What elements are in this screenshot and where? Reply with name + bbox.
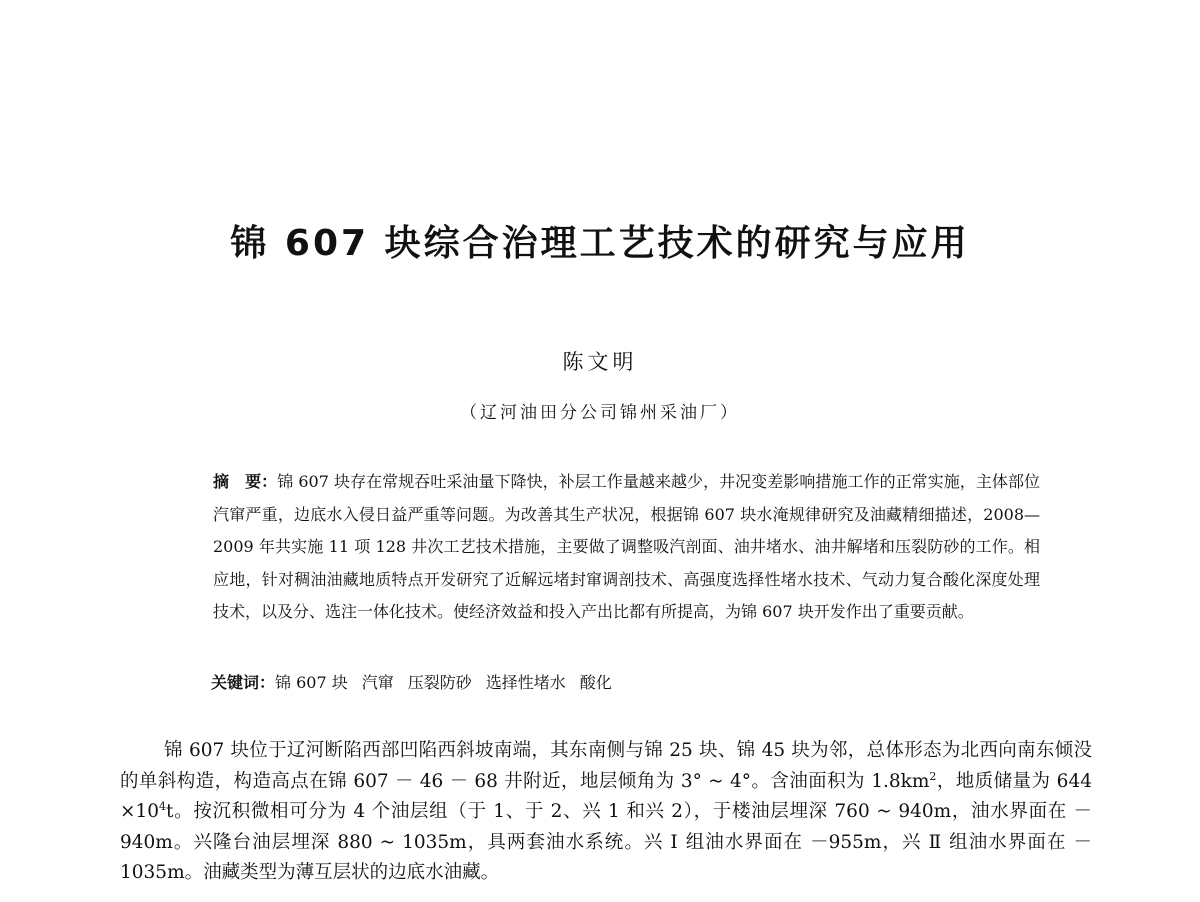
body-paragraph <box>120 736 1092 889</box>
superscript: 4 <box>159 799 167 813</box>
keywords-label: 关键词： <box>211 673 276 692</box>
abstract-text: 锦 607 块存在常规吞吐采油量下降快，补层工作量越来越少，井况变差影响措施工作的正常实施，主体部位汽窜严重，边底水入侵日益严重等问题。为改善其生产状况，根据锦 607 块水淹规律研究及油藏精细描述，2008—2009 年共实施 11 项 128 井次工艺技术措施，主要做了调整吸汽剖面、油井堵水、油井解堵和压裂防砂的工作。相应地，针对稠油油藏地质特点开发研究了近解远堵封窜调剖技术、高强度选择性堵水技术、气动力复合酸化深度处理技术，以及分、选注一体化技术。使经济效益和投入产出比都有所提高，为锦 607 块开发作出了重要贡献。 <box>213 472 1040 621</box>
author-affiliation: （辽河油田分公司锦州采油厂） <box>460 403 740 423</box>
body-text <box>120 736 1092 889</box>
abstract-label: 摘 要： <box>213 472 278 491</box>
abstract <box>175 466 1040 629</box>
paper-title: 锦 607 块综合治理工艺技术的研究与应用 <box>230 223 970 264</box>
keywords <box>211 669 1041 697</box>
body-text-segment: 锦 607 块位于辽河断陷西部凹陷西斜坡南端，其东南侧与锦 25 块、锦 45 块为邻，总体形态为北西向南东倾没的单斜构造，构造高点在锦 607 － 46 － 68 井附近，地层倾角为 3° ~ 4°。含油面积为 1.8km <box>120 740 1092 792</box>
body-text-segment: ，地质储量为 644 ×10 <box>120 770 1092 822</box>
body-text-segment: t。按沉积微相可分为 4 个油层组（于 1、于 2、兴 1 和兴 2），于楼油层埋深 760 ~ 940m，油水界面在 －940m。兴隆台油层埋深 880 ~ 1035m，具两套油水系统。兴 Ⅰ 组油水界面在 －955m，兴 Ⅱ 组油水界面在 －1035m。油藏类型为薄互层状的边底水油藏。 <box>120 801 1092 883</box>
keyword-item: 选择性堵水 <box>485 673 566 692</box>
keyword-item: 锦 607 块 <box>275 673 348 692</box>
keyword-item: 压裂防砂 <box>407 673 472 692</box>
author-name: 陈文明 <box>562 350 638 374</box>
keyword-item: 汽窜 <box>361 673 394 692</box>
keyword-item: 酸化 <box>579 673 612 692</box>
superscript: 2 <box>929 769 937 783</box>
